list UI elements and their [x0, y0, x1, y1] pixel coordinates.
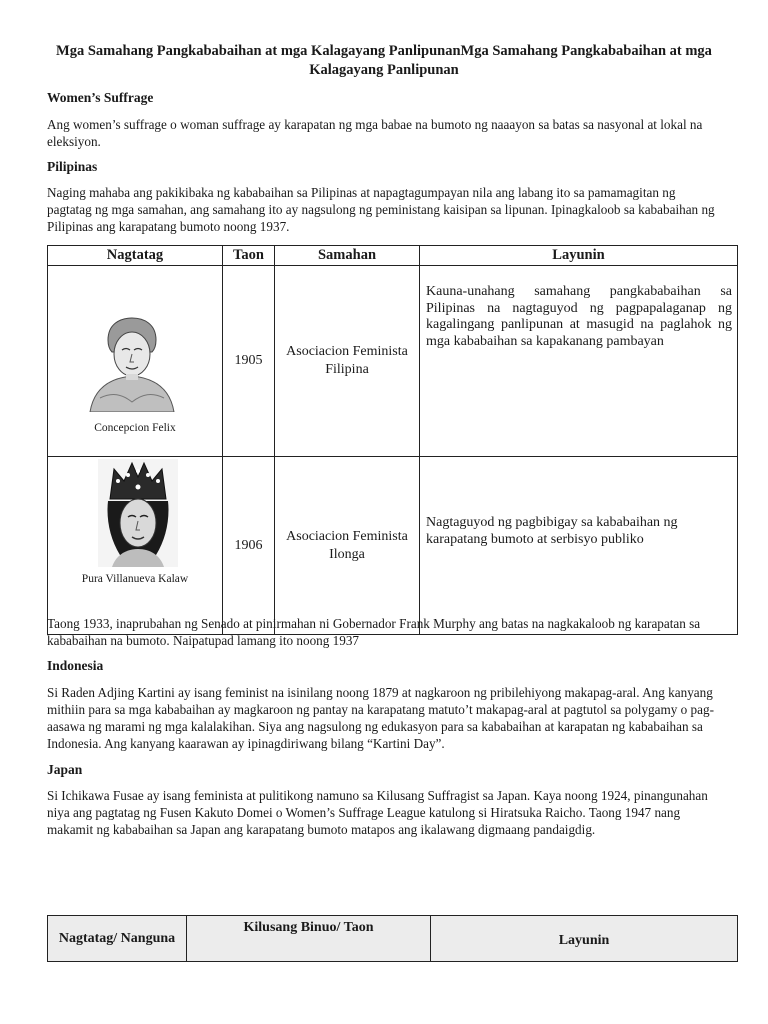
- heading-indonesia: Indonesia: [47, 658, 104, 673]
- table-header-row: [48, 246, 738, 266]
- goal-cell: Nagtaguyod ng pagbibigay sa kababaihan ng karapatang bumoto at serbisyo publiko: [420, 457, 738, 635]
- header-layunin: Layunin: [420, 246, 738, 266]
- heading-pilipinas: Pilipinas: [47, 159, 98, 174]
- org-cell: Asociacion Feminista Filipina: [275, 266, 420, 457]
- header-samahan: Samahan: [275, 246, 420, 266]
- header-taon: Taon: [223, 246, 275, 266]
- founder-cell: [48, 266, 223, 457]
- founder-name: Concepcion Felix: [94, 422, 176, 434]
- activity-table: [47, 915, 738, 962]
- header-nagtatag-nanguna: Nagtatag/ Nanguna: [48, 916, 187, 962]
- heading-japan: Japan: [47, 762, 83, 777]
- header-layunin: Layunin: [431, 916, 738, 962]
- table-header-row: [48, 916, 738, 962]
- year-cell: 1905: [223, 266, 275, 457]
- paragraph-womens-suffrage: Ang women’s suffrage o woman suffrage ay karapatan ng mga babae na bumoto ng naaayon sa batas sa nasyonal at lokal na eleksiyon.: [47, 117, 703, 149]
- paragraph-pilipinas: Naging mahaba ang pakikibaka ng kababaihan sa Pilipinas at napagtagumpayan nila ang labang ito sa pamamagitan ng pagtatag ng mga samahan, ang samahang ito ay nagsulong ng peministang kaisipan sa lipunan. Ipinagkaloob sa kababaihan ng Pilipinas ang karapatang bumoto noong 1937.: [47, 185, 715, 234]
- founder-cell: [48, 457, 223, 635]
- paragraph-senate-1933: Taong 1933, inaprubahan ng Senado at pinirmahan ni Gobernador Frank Murphy ang batas na nagkakaloob ng karapatan sa kababaihan na bumoto. Naipatupad lamang ito noong 1937: [47, 616, 701, 648]
- founder-name: Pura Villanueva Kalaw: [81, 573, 189, 585]
- table-row: [48, 457, 738, 635]
- page-title: Mga Samahang Pangkababaihan at mga Kalagayang PanlipunanMga Samahang Pangkababaihan at mga Kalagayang Panlipunan: [56, 43, 712, 78]
- org-cell: Asociacion Feminista Ilonga: [275, 457, 420, 635]
- goal-cell: Kauna-unahang samahang pangkababaihan sa Pilipinas na nagtaguyod ng pagpapalaganap ng kagalingang panlipunan at masugid na paglahok ng mga kababaihan sa kapakanang pambayan: [420, 266, 738, 457]
- founders-table: [47, 245, 738, 635]
- portrait-pura-villanueva-kalaw: [98, 459, 178, 567]
- paragraph-japan: Si Ichikawa Fusae ay isang feminista at pulitikong namuno sa Kilusang Suffragist sa Japan. Kaya noong 1924, pinangunahan niya ang pagtatag ng Fusen Kakuto Domei o Women’s Suffrage League katulong si Hiratsuka Raicho. Taong 1947 nang makamit ng kababaihan sa Japan ang karapatang bumoto matapos ang ikalawang digmaang pandaigdig.: [47, 788, 708, 837]
- portrait-concepcion-felix: [86, 314, 178, 412]
- year-cell: 1906: [223, 457, 275, 635]
- header-nagtatag: Nagtatag: [48, 246, 223, 266]
- table-row: [48, 266, 738, 457]
- heading-womens-suffrage: Women’s Suffrage: [47, 90, 154, 105]
- paragraph-indonesia: Si Raden Adjing Kartini ay isang feminist na isinilang noong 1879 at nagkaroon ng pribilehiyong makapag-aral. Ang kanyang mithiin para sa mga kababaihan ay magkaroon ng pantay na karapatang matuto’t makapag-aral at pagtutol sa polygamy o pag-aasawa ng marami ng mga kalalakihan. Siya ang nagsulong ng edukasyon para sa kababaihan at karapatan ng kababaihan sa Indonesia. Ang kanyang kaarawan ay ipinagdiriwang bilang “Kartini Day”.: [47, 685, 714, 751]
- header-kilusang-binuo-taon: Kilusang Binuo/ Taon: [187, 916, 431, 962]
